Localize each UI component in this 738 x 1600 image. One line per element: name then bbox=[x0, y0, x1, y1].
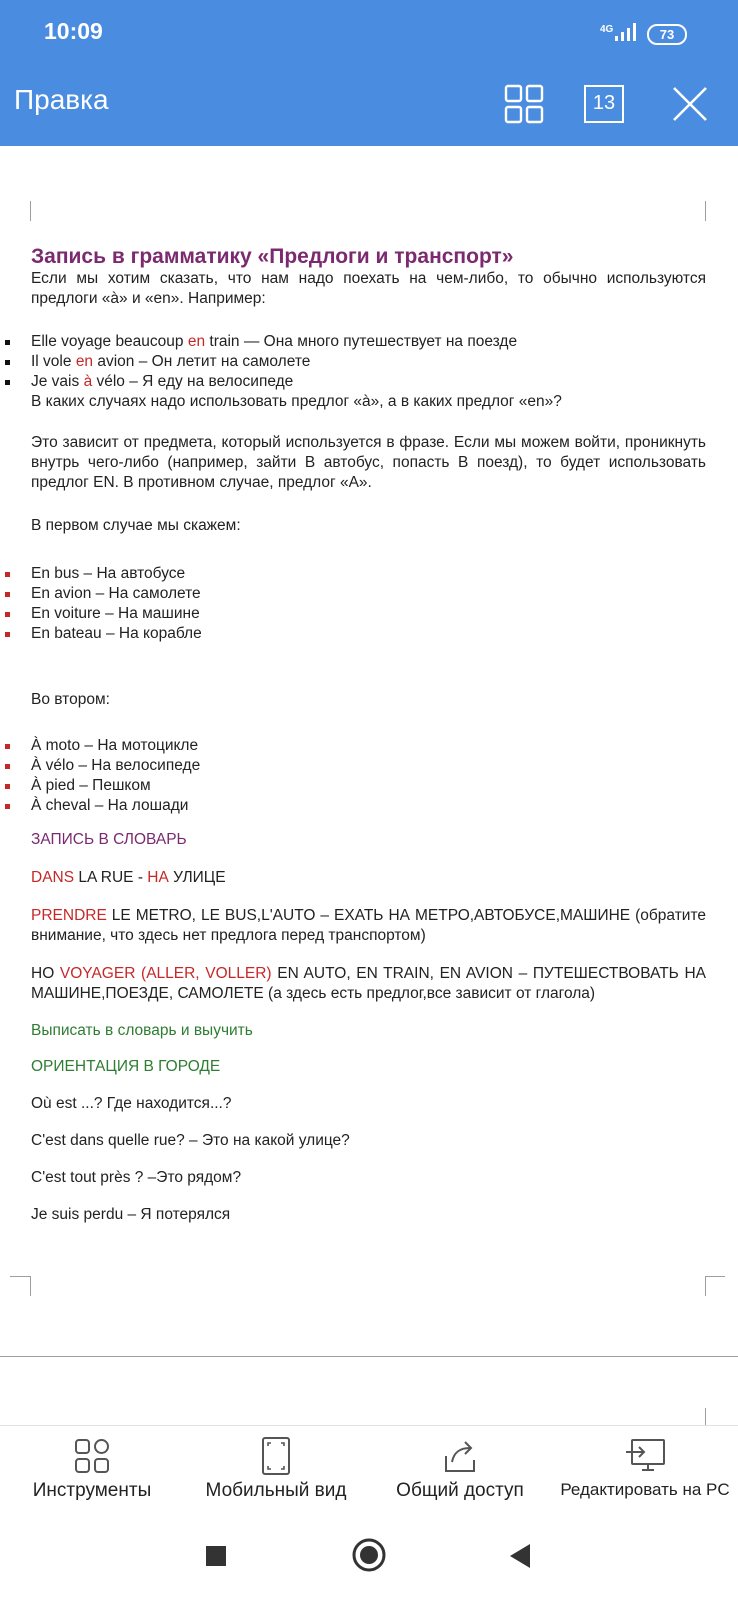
prendre-paragraph: PRENDRE LE METRO, LE BUS,L'AUTO – ЕХАТЬ НА МЕТРО,АВТОБУСЕ,МАШИНЕ (обратите внимание, что здесь нет предлога перед транспортом) bbox=[31, 907, 706, 944]
list-item: Il vole en avion – Он летит на самолете bbox=[31, 352, 706, 372]
explanation-paragraph: Это зависит от предмета, который используется в фразе. Если мы можем войти, проникнуть внутрь чего-либо (например, зайти В автобус, попасть В поезд), то будет использовать предлог EN. В противном случае, предлог «А». bbox=[31, 434, 706, 491]
mobile-view-icon bbox=[258, 1436, 294, 1476]
tools-label: Инструменты bbox=[32, 1480, 152, 1501]
second-case-label: Во втором: bbox=[31, 691, 110, 708]
signal-icon bbox=[614, 22, 638, 42]
document-heading: Запись в грамматику «Предлоги и транспорт» bbox=[31, 245, 514, 268]
system-nav-bar bbox=[0, 1513, 738, 1600]
share-button[interactable] bbox=[368, 1426, 552, 1514]
crop-mark bbox=[705, 1408, 706, 1425]
home-icon[interactable] bbox=[351, 1537, 387, 1573]
tools-button[interactable] bbox=[0, 1426, 184, 1514]
list-item: En bateau – На корабле bbox=[31, 624, 706, 644]
list-item: À moto – На мотоцикле bbox=[31, 736, 706, 756]
edit-on-pc-label: Редактировать на PC bbox=[560, 1480, 730, 1499]
crop-mark bbox=[30, 1276, 31, 1296]
grid-view-icon[interactable] bbox=[502, 82, 546, 126]
question-text: В каких случаях надо использовать предлог «à», а в каких предлог «en»? bbox=[31, 393, 562, 410]
write-note: Выписать в словарь и выучить bbox=[31, 1022, 253, 1039]
list-item: En bus – На автобусе bbox=[31, 564, 706, 584]
orientation-heading: ОРИЕНТАЦИЯ В ГОРОДЕ bbox=[31, 1058, 221, 1075]
dictionary-heading: ЗАПИСЬ В СЛОВАРЬ bbox=[31, 831, 187, 848]
battery-icon: 73 bbox=[647, 24, 687, 45]
list-item: À vélo – На велосипеде bbox=[31, 756, 706, 776]
first-case-list bbox=[31, 564, 706, 644]
phrase-line: C'est dans quelle rue? – Это на какой улице? bbox=[31, 1132, 350, 1149]
crop-mark bbox=[10, 1276, 30, 1277]
examples-list bbox=[31, 332, 706, 392]
edit-on-pc-button[interactable] bbox=[552, 1426, 738, 1514]
app-title: Правка bbox=[14, 84, 109, 115]
second-case-list bbox=[31, 736, 706, 816]
share-icon bbox=[440, 1436, 480, 1476]
status-time: 10:09 bbox=[44, 18, 103, 44]
tools-icon bbox=[72, 1436, 112, 1476]
list-item: En avion – На самолете bbox=[31, 584, 706, 604]
phrase-line: Je suis perdu – Я потерялся bbox=[31, 1206, 231, 1223]
bottom-toolbar bbox=[0, 1425, 738, 1514]
mobile-view-button[interactable] bbox=[184, 1426, 368, 1514]
close-icon[interactable] bbox=[668, 82, 712, 126]
page-count-button[interactable] bbox=[584, 85, 624, 123]
list-item: À pied – Пешком bbox=[31, 776, 706, 796]
voyager-paragraph: НО VOYAGER (ALLER, VOLLER) EN AUTO, EN TRAIN, EN AVION – ПУТЕШЕСТВОВАТЬ НА МАШИНЕ,ПОЕЗДЕ, САМОЛЕТЕ (а здесь есть предлог,все зависит от глагола) bbox=[31, 965, 707, 1002]
network-type: 4G bbox=[600, 24, 614, 35]
recent-apps-icon[interactable] bbox=[205, 1545, 227, 1567]
desktop-edit-icon bbox=[622, 1436, 668, 1476]
page-divider bbox=[0, 1356, 738, 1357]
mobile-view-label: Мобильный вид bbox=[205, 1480, 347, 1501]
document-page bbox=[31, 244, 706, 1225]
intro-paragraph: Если мы хотим сказать, что нам надо поехать на чем-либо, то обычно используются предлоги «à» и «en». Например: bbox=[31, 270, 706, 307]
list-item: En voiture – На машине bbox=[31, 604, 706, 624]
share-label: Общий доступ bbox=[396, 1480, 524, 1501]
crop-mark bbox=[705, 1276, 725, 1277]
list-item: Elle voyage beaucoup en train — Она много путешествует на поезде bbox=[31, 332, 706, 352]
phrase-line: C'est tout près ? –Это рядом? bbox=[31, 1169, 242, 1186]
first-case-label: В первом случае мы скажем: bbox=[31, 517, 241, 534]
phrase-line: Où est ...? Где находится...? bbox=[31, 1095, 232, 1112]
crop-mark bbox=[705, 1276, 706, 1296]
crop-mark bbox=[30, 201, 31, 221]
app-bar bbox=[0, 68, 738, 146]
status-bar bbox=[0, 0, 738, 68]
back-icon[interactable] bbox=[508, 1543, 532, 1569]
crop-mark bbox=[705, 201, 706, 221]
list-item: Je vais à vélo – Я еду на велосипеде bbox=[31, 372, 706, 392]
page-count: 13 bbox=[592, 92, 616, 114]
document-viewer[interactable] bbox=[0, 146, 738, 1425]
dans-la-rue-line: DANS LA RUE - НА УЛИЦЕ bbox=[31, 869, 226, 886]
list-item: À cheval – На лошади bbox=[31, 796, 706, 816]
